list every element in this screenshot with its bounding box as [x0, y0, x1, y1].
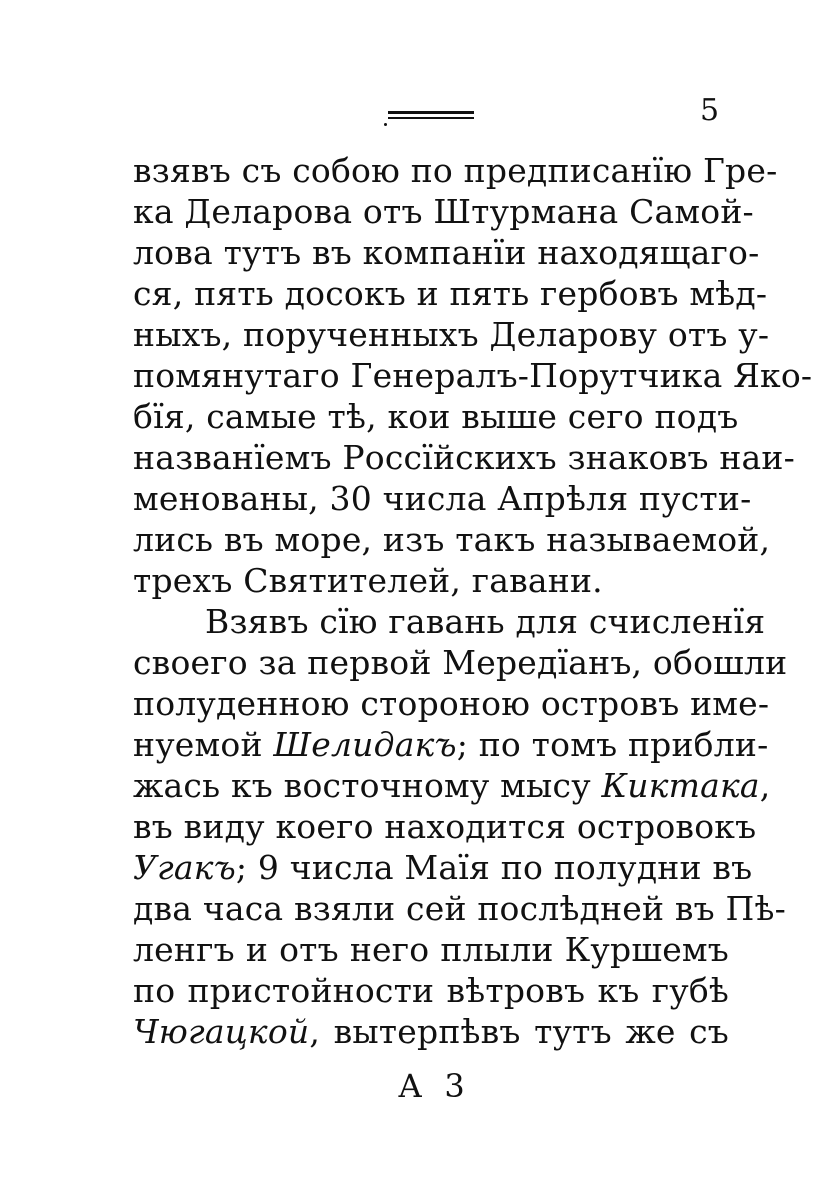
text-line: ныхъ, порученныхъ Деларову отъ у-	[133, 315, 770, 354]
place-name: Киктака	[601, 766, 760, 805]
text-line: ся, пять досокъ и пять гербовъ мѣд-	[133, 274, 768, 313]
text-line: два часа взяли сей послѣдней въ Пѣ-	[133, 889, 786, 928]
text-line: ка Деларова отъ Штурмана Самой-	[133, 192, 754, 231]
page-number: 5	[700, 93, 720, 128]
text-line	[133, 1011, 729, 1052]
text-line: названїемъ Россїйскихъ знаковъ наи-	[133, 438, 795, 477]
text-line: взявъ съ собою по предписанїю Гре-	[133, 151, 778, 190]
text-line: лись въ море, изъ такъ называемой,	[133, 520, 771, 559]
text-line: ленгъ и отъ него плыли Куршемъ	[133, 930, 729, 969]
text-run: жась къ восточному мысу	[133, 766, 602, 805]
text-line	[133, 847, 753, 888]
text-line: по пристойности вѣтровъ къ губѣ	[133, 971, 729, 1010]
place-name: Шелидакъ	[273, 725, 457, 764]
text-line: полуденною стороною островъ име-	[133, 684, 770, 723]
body-text	[133, 150, 813, 1052]
text-line: бїя, самые тѣ, кои выше сего подъ	[133, 397, 739, 436]
text-line: лова тутъ въ компанїи находящаго-	[133, 233, 760, 272]
text-line	[133, 724, 769, 765]
text-line: помянутаго Генералъ-Порутчика Яко-	[133, 356, 813, 395]
text-line: своего за первой Мередїанъ, обошли	[133, 643, 788, 682]
header-rule-top	[388, 111, 474, 114]
text-line	[133, 765, 771, 806]
text-line: менованы, 30 числа Апрѣля пусти-	[133, 479, 752, 518]
text-line: трехъ Святителей, гавани.	[133, 561, 603, 600]
header-rule-dot	[384, 123, 387, 126]
text-line: въ виду коего находится островокъ	[133, 807, 757, 846]
text-run: ; по томъ прибли-	[456, 725, 769, 764]
text-run: нуемой	[133, 725, 274, 764]
header-rule-bottom	[388, 117, 474, 119]
place-name: Угакъ	[133, 848, 236, 887]
text-run: , вытерпѣвъ тутъ же съ	[309, 1012, 729, 1051]
text-run: ; 9 числа Маїя по полудни въ	[235, 848, 753, 887]
place-name: Чюгацкой	[133, 1012, 310, 1051]
text-run: ,	[759, 766, 771, 805]
header-rule	[388, 111, 474, 125]
text-line: Взявъ сїю гавань для счисленїя	[205, 602, 766, 641]
signature-mark: А 3	[398, 1067, 471, 1105]
